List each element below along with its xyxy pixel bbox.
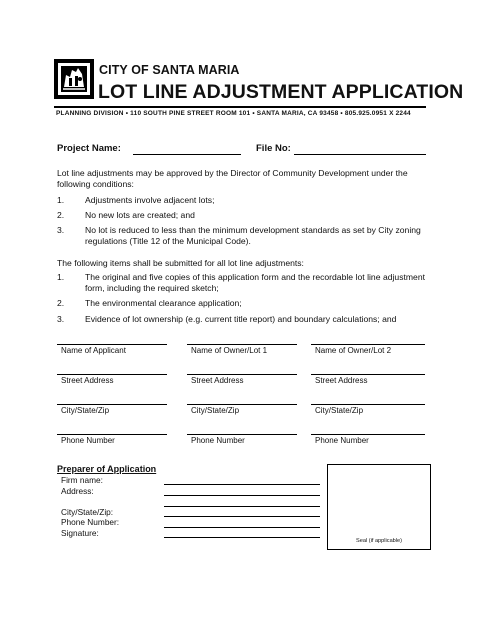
condition-item: No new lots are created; and [85, 210, 195, 220]
project-name-field[interactable] [133, 154, 241, 155]
owner1-name-label: Name of Owner/Lot 1 [191, 346, 268, 355]
firm-name-field[interactable] [164, 484, 320, 485]
condition-number: 2. [57, 210, 65, 220]
submittal-number: 1. [57, 272, 65, 282]
applicant-city-field[interactable] [57, 404, 167, 405]
applicant-phone-field[interactable] [57, 434, 167, 435]
condition-item: Adjustments involve adjacent lots; [85, 195, 215, 205]
file-no-label: File No: [256, 143, 291, 154]
owner1-phone-label: Phone Number [191, 436, 245, 445]
applicant-street-field[interactable] [57, 374, 167, 375]
submittal-number: 2. [57, 298, 65, 308]
applicant-name-field[interactable] [57, 344, 167, 345]
address-label: Address: [61, 486, 94, 496]
submittal-item: The environmental clearance application; [85, 298, 242, 308]
owner2-city-label: City/State/Zip [315, 406, 364, 415]
firm-name-label: Firm name: [61, 475, 103, 485]
preparer-section-title: Preparer of Application [57, 464, 157, 474]
owner2-city-field[interactable] [311, 404, 425, 405]
submittal-number: 3. [57, 314, 65, 324]
owner2-street-field[interactable] [311, 374, 425, 375]
applicant-phone-label: Phone Number [61, 436, 115, 445]
address-field-2[interactable] [164, 506, 320, 507]
owner2-name-field[interactable] [311, 344, 425, 345]
applicant-city-label: City/State/Zip [61, 406, 110, 415]
condition-number: 1. [57, 195, 65, 205]
owner1-street-field[interactable] [187, 374, 297, 375]
owner2-street-label: Street Address [315, 376, 368, 385]
owner1-city-field[interactable] [187, 404, 297, 405]
owner1-name-field[interactable] [187, 344, 297, 345]
page-title: LOT LINE ADJUSTMENT APPLICATION [98, 81, 464, 103]
applicant-street-label: Street Address [61, 376, 114, 385]
address-field[interactable] [164, 495, 320, 496]
seal-label: Seal (if applicable) [355, 538, 403, 544]
owner2-name-label: Name of Owner/Lot 2 [315, 346, 392, 355]
submittals-intro: The following items shall be submitted for all lot line adjustments: [57, 258, 304, 268]
division-address: PLANNING DIVISION • 110 SOUTH PINE STREET ROOM 101 • SANTA MARIA, CA 93458 • 805.925.0951 X 2244 [56, 110, 411, 117]
signature-field[interactable] [164, 537, 320, 538]
header-divider [54, 106, 426, 108]
file-no-field[interactable] [294, 154, 426, 155]
owner2-phone-label: Phone Number [315, 436, 369, 445]
city-name: CITY OF SANTA MARIA [99, 63, 240, 77]
owner2-phone-field[interactable] [311, 434, 425, 435]
signature-label: Signature: [61, 528, 99, 538]
city-seal-icon [54, 59, 94, 99]
applicant-name-label: Name of Applicant [61, 346, 126, 355]
preparer-city-label: City/State/Zip: [61, 507, 114, 517]
submittal-item: Evidence of lot ownership (e.g. current title report) and boundary calculations; and [85, 314, 397, 324]
owner1-city-label: City/State/Zip [191, 406, 240, 415]
condition-number: 3. [57, 225, 65, 235]
owner1-phone-field[interactable] [187, 434, 297, 435]
preparer-phone-label: Phone Number: [61, 517, 120, 527]
preparer-phone-field[interactable] [164, 527, 320, 528]
preparer-city-field[interactable] [164, 516, 320, 517]
conditions-intro: Lot line adjustments may be approved by the Director of Community Development under the following conditions: [57, 168, 408, 189]
owner1-street-label: Street Address [191, 376, 244, 385]
submittal-item: The original and five copies of this application form and the recordable lot line adjustment form, including the required sketch; [85, 272, 425, 293]
condition-item: No lot is reduced to less than the minimum development standards as set by City zoning regulations (Title 12 of the Municipal Code). [85, 225, 421, 246]
project-name-label: Project Name: [57, 143, 121, 154]
city-seal-graphic [54, 59, 94, 99]
